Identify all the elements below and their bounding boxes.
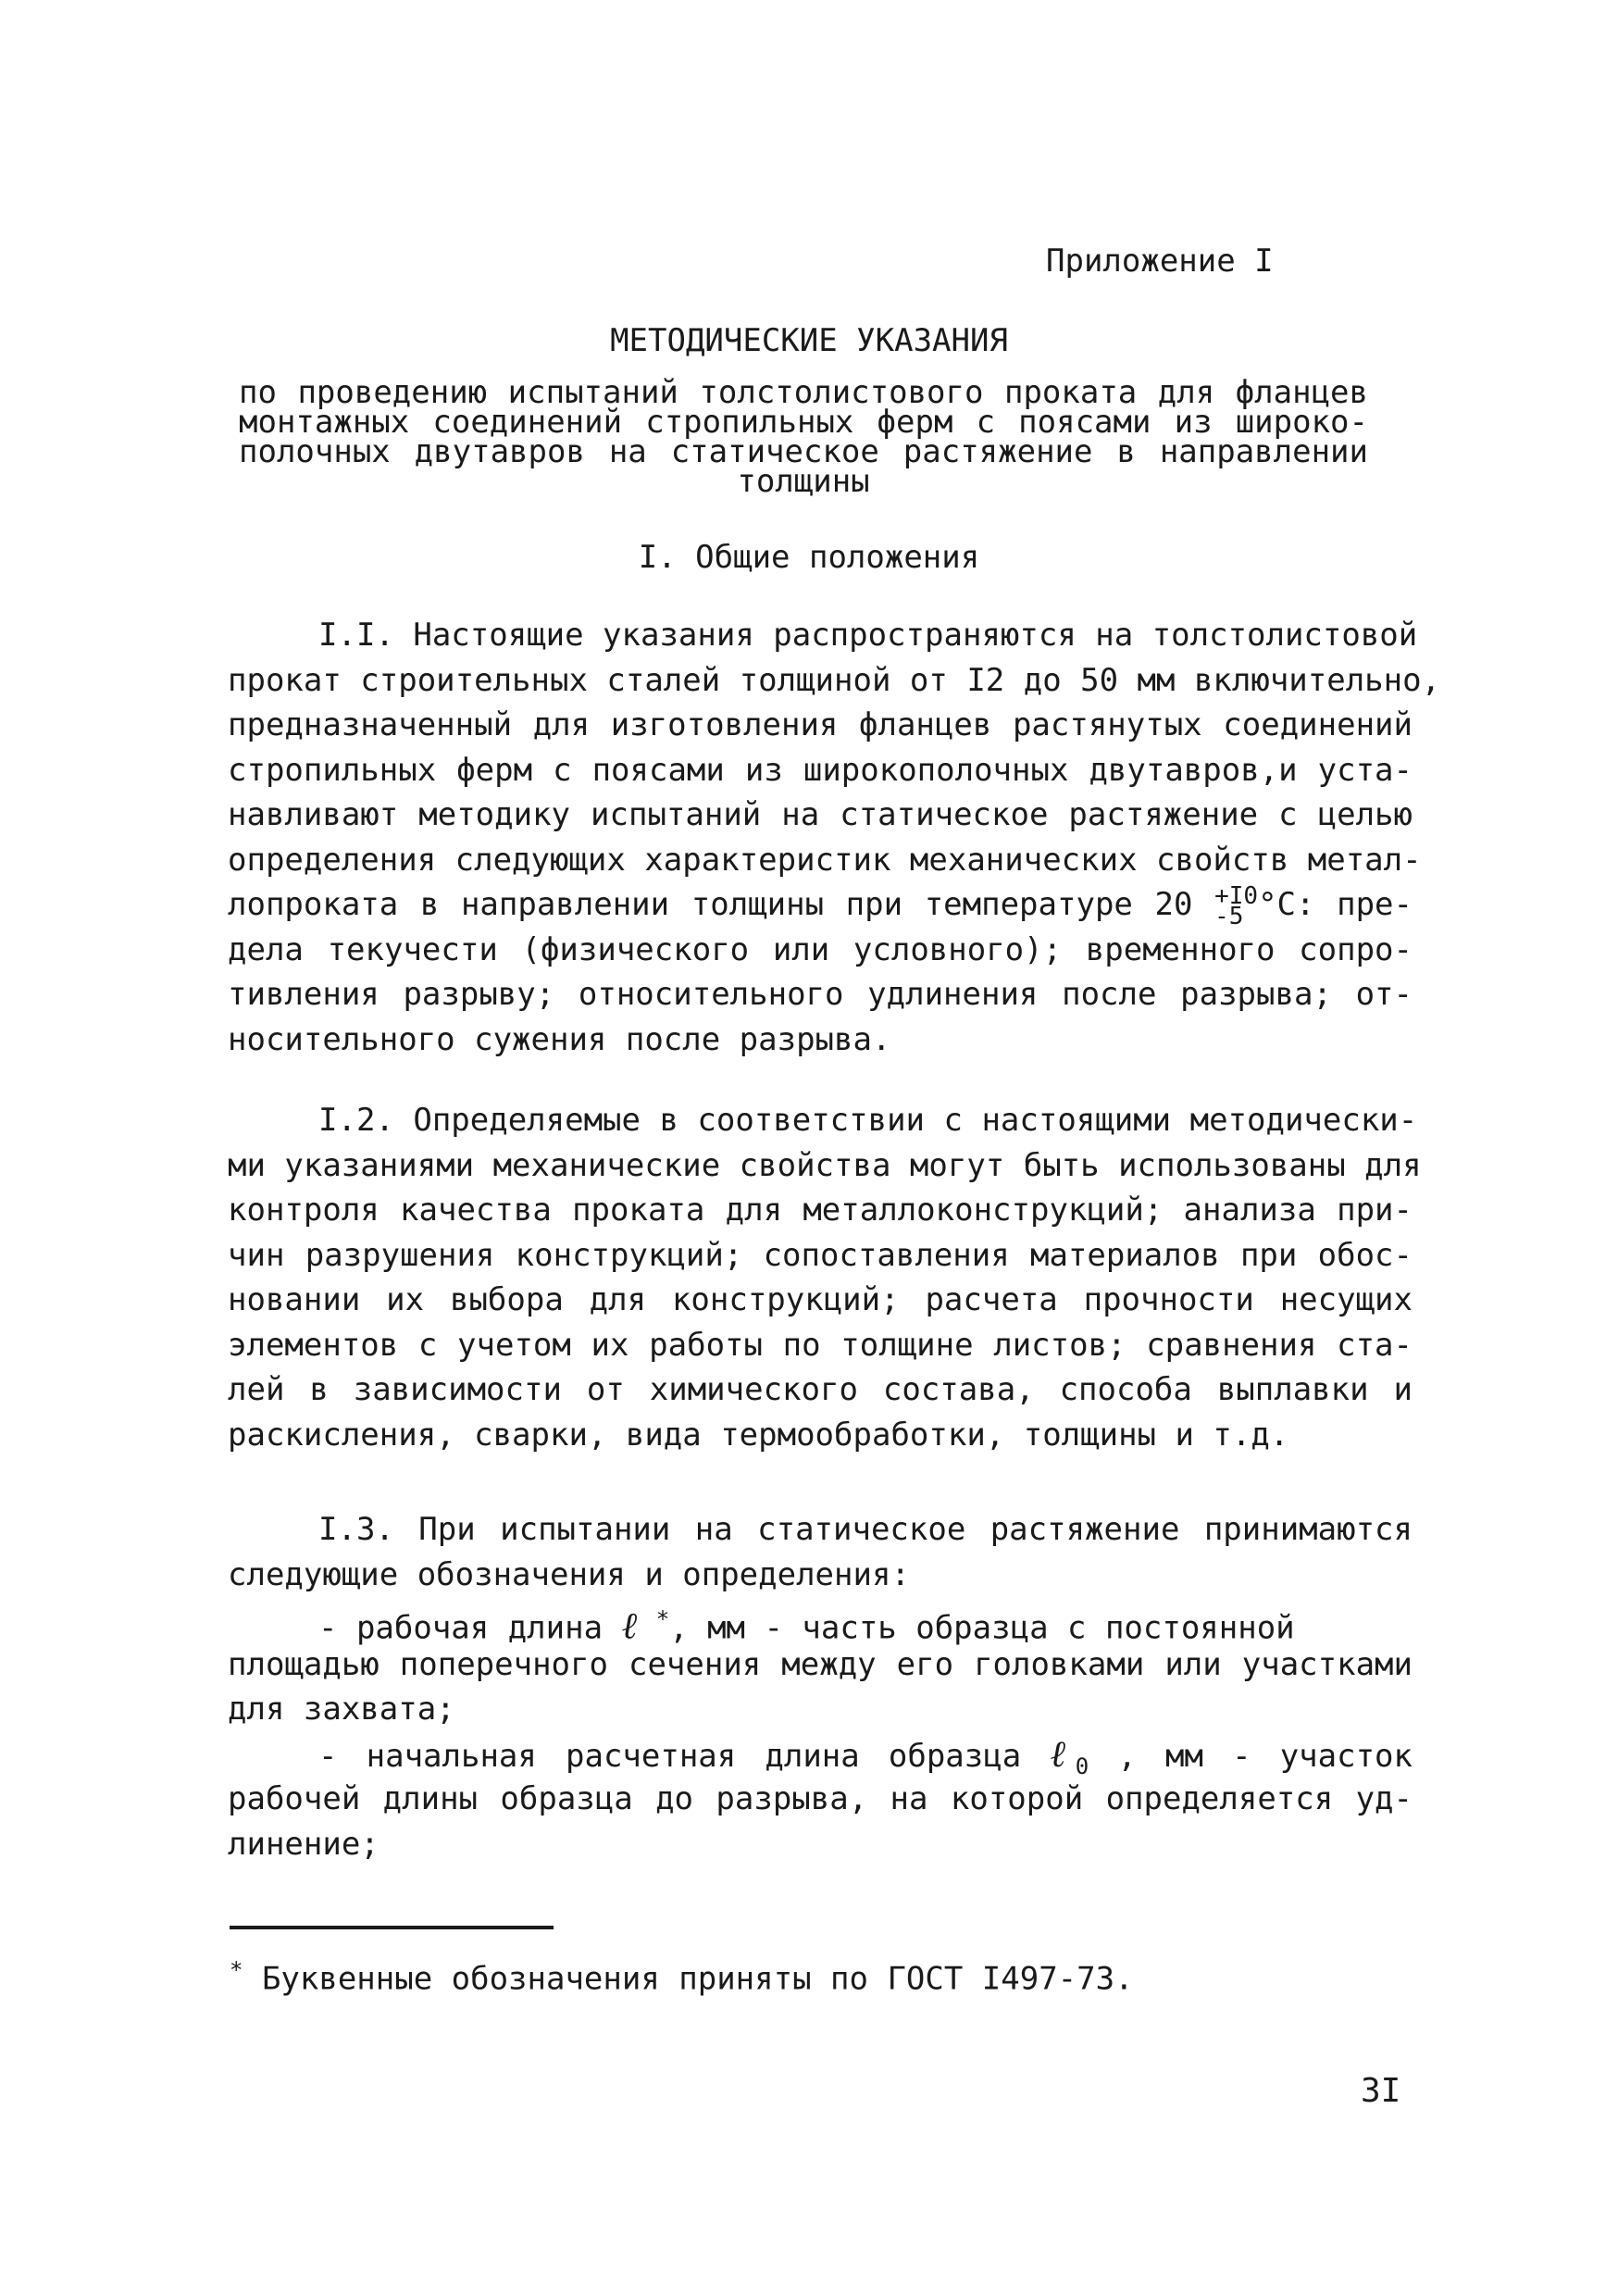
text-line: носительного сужения после разрыва. [228, 1020, 891, 1058]
text-line: дела текучести (физического или условного); временного сопро- [228, 930, 1413, 968]
gauge-length-symbol: ℓ [1050, 1732, 1076, 1776]
text-line: контроля качества проката для металлоконструкций; анализа при- [228, 1192, 1413, 1229]
page-number: 3I [1361, 2072, 1401, 2110]
gauge-length-subscript: 0 [1075, 1753, 1089, 1779]
text-line: лей в зависимости от химического состава, способа выплавки и [228, 1371, 1413, 1408]
text-line: I.I. Настоящие указания распространяются на толстолистовой [318, 617, 1418, 654]
definition-text: , мм - часть образца с постоянной [669, 1609, 1295, 1647]
length-symbol: ℓ [621, 1604, 638, 1648]
text-line-gauge-length [228, 1732, 1413, 1778]
text-line: навливают методику испытаний на статическое растяжение с целью [228, 796, 1413, 833]
text-line: новании их выбора для конструкций; расчета прочности несущих [228, 1281, 1413, 1318]
temperature-tolerance-lower: -5 [1214, 902, 1244, 930]
text-line: элементов с учетом их работы по толщине листов; сравнения ста- [228, 1326, 1413, 1364]
text-line: стропильных ферм с поясами из широкополочных двутавров,и уста- [228, 751, 1413, 789]
subtitle-line: полочных двутавров на статическое растяжение в направлении [239, 433, 1368, 470]
subtitle-line: толщины [737, 463, 870, 500]
text-line: определения следующих характеристик механических свойств метал- [228, 841, 1422, 879]
text-line: раскисления, сварки, вида термообработки, толщины и т.д. [228, 1416, 1289, 1454]
appendix-label: Приложение I [1046, 243, 1274, 280]
document-subtitle [239, 374, 1368, 500]
text-line-working-length [228, 1597, 1413, 1648]
temperature-unit-text: °С: пре- [1258, 886, 1413, 923]
paragraph-1-3 [228, 1507, 1413, 1866]
text-line: чин разрушения конструкций; сопоставления материалов при обос- [228, 1236, 1413, 1274]
footnote [230, 1957, 1134, 1997]
text-line: линение; [228, 1825, 380, 1863]
text-line: ми указаниями механические свойства могут быть использованы для [228, 1146, 1422, 1184]
temperature-text: лопроката в направлении толщины при температуре 20 [228, 886, 1193, 923]
text-line: прокат строительных сталей толщиной от I2 до 50 мм включительно, [228, 661, 1441, 699]
text-line: площадью поперечного сечения между его головками или участками [228, 1645, 1413, 1683]
footnote-mark: * [655, 1606, 670, 1632]
footnote-divider [230, 1926, 554, 1929]
subtitle-line: по проведению испытаний толстолистового проката для фланцев [239, 374, 1368, 411]
definition-text: , мм - участок [1117, 1737, 1413, 1775]
footnote-text: Буквенные обозначения приняты по ГОСТ I497-73. [261, 1960, 1134, 1998]
text-line: следующие обозначения и определения: [228, 1555, 910, 1593]
section-heading: I. Общие положения [638, 539, 980, 576]
definition-text: - рабочая длина [318, 1609, 604, 1647]
footnote-mark: * [230, 1957, 243, 1983]
text-line: предназначенный для изготовления фланцев растянутых соединений [228, 706, 1413, 743]
text-line: I.2. Определяемые в соответствии с настоящими методически- [318, 1102, 1418, 1139]
text-line-temperature [228, 882, 1413, 928]
subtitle-line: монтажных соединений стропильных ферм с поясами из широко- [239, 404, 1368, 441]
text-line: тивления разрыву; относительного удлинения после разрыва; от- [228, 976, 1413, 1013]
document-title: МЕТОДИЧЕСКИЕ УКАЗАНИЯ [610, 322, 1008, 359]
text-line: I.3. При испытании на статическое растяжение принимаются [318, 1511, 1413, 1548]
paragraph-1-1 [228, 613, 1441, 1062]
temperature-tolerance-upper: +I0 [1214, 881, 1259, 910]
definition-text: - начальная расчетная длина образца [318, 1737, 1022, 1775]
text-line: рабочей длины образца до разрыва, на которой определяется уд- [228, 1780, 1413, 1817]
text-line: для захвата; [228, 1691, 455, 1728]
paragraph-1-2 [228, 1098, 1422, 1457]
